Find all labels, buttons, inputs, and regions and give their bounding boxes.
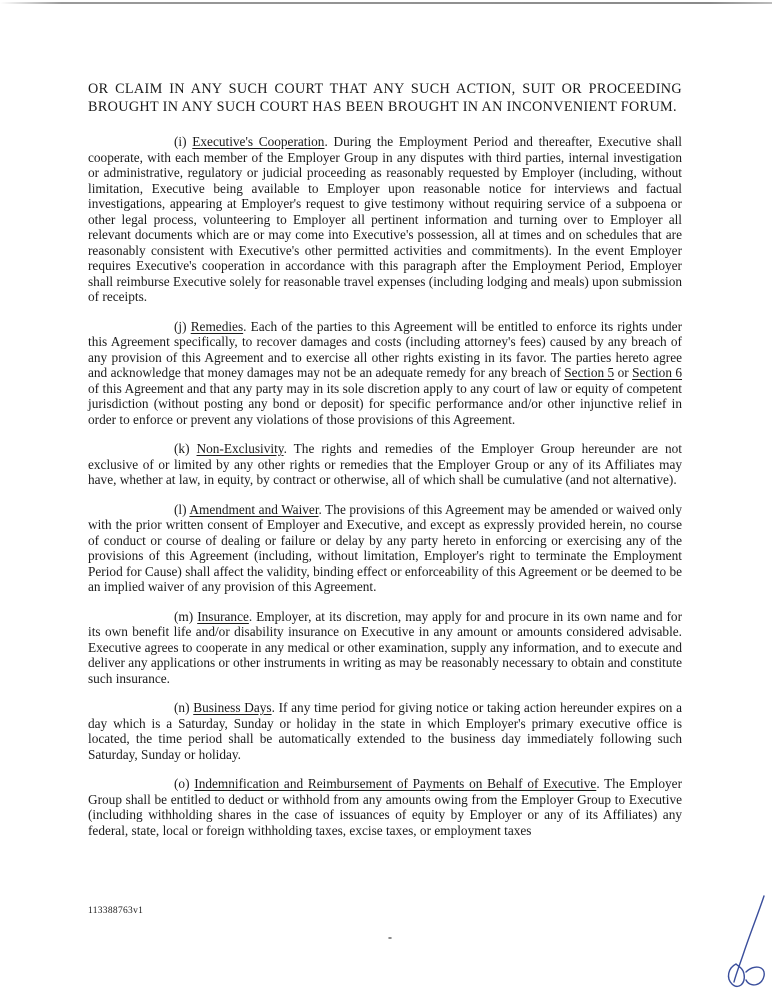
page-number-mark: - (388, 930, 392, 944)
section-body-connector: or (614, 365, 633, 380)
section-title: Amendment and Waiver (189, 501, 319, 517)
section-label: (k) (174, 441, 190, 456)
section-title: Business Days (193, 700, 272, 715)
section-title: Insurance (197, 608, 249, 624)
section-title: Executive's Cooperation (192, 134, 325, 149)
section-label: (n) (174, 700, 190, 715)
section-body: . The Employer Group shall be entitled to deduct or withhold from any amounts owing from the Employer Group to Executive (including withholding shares in the case of issuances of equity by Employer or any of its Affiliates) any federal, state, local or foreign withholding taxes, excise taxes, or employment taxes (88, 776, 682, 838)
document-id-footer: 113388763v1 (88, 906, 144, 916)
section-body: . The rights and remedies of the Employer Group hereunder are not exclusive of or limited by any other rights or remedies that the Employer Group or any of its Affiliates may have, whether at law, in equity, by contract or otherwise, all of which shall be cumulative (and not alternative). (88, 441, 682, 487)
section-m (88, 609, 682, 687)
section-body: . Employer, at its discretion, may apply for and procure in its own name and for its own benefit life and/or disability insurance on Executive in any amount or amounts considered advisable. Executive agrees to cooperate in any medical or other examination, supply any information, and to execute and deliver any applications or other instruments in writing as may be reasonably necessary to obtain and constitute such insurance. (88, 608, 682, 686)
section-label: (o) (174, 776, 190, 791)
section-label: (l) (174, 501, 187, 517)
top-paragraph: OR CLAIM IN ANY SUCH COURT THAT ANY SUCH ACTION, SUIT OR PROCEEDING BROUGHT IN ANY SUCH COURT HAS BEEN BROUGHT IN AN INCONVENIENT FORUM. (88, 81, 682, 115)
section-n (88, 700, 682, 762)
section-body: . If any time period for giving notice or taking action hereunder expires on a day which is a Saturday, Sunday or holiday in the state in which Employer's primary executive office is located, the time period shall be automatically extended to the business day immediately following such Saturday, Sunday or holiday. (88, 700, 682, 762)
section-title: Non-Exclusivity (196, 441, 284, 456)
section-label: (j) (174, 318, 187, 334)
section-k (88, 441, 682, 488)
section-body: . The provisions of this Agreement may be amended or waived only with the prior written consent of Employer and Executive, and except as expressly provided herein, no course of conduct or course of dealing or failure or delay by any party hereto in enforcing or exercising any of the provisions of this Agreement (including, without limitation, Employer's right to terminate the Employment Period for Cause) shall affect the validity, binding effect or enforceability of this Agreement or be deemed to be an implied waiver of any provision of this Agreement. (88, 501, 683, 594)
section-i (88, 134, 682, 305)
section-label: (i) (174, 134, 187, 149)
section-5-reference: Section 5 (564, 365, 615, 380)
scan-top-edge (0, 2, 772, 4)
section-6-reference: Section 6 (632, 365, 683, 380)
handwritten-initials-icon (724, 894, 770, 994)
section-title: Indemnification and Reimbursement of Payments on Behalf of Executive (194, 776, 597, 791)
document-page (88, 80, 682, 852)
section-l (88, 502, 682, 595)
section-body: . During the Employment Period and thereafter, Executive shall cooperate, with each member of the Employer Group in any disputes with third parties, internal investigation or administrative, regulatory or judicial proceeding as reasonably requested by Employer (including, without limitation, Executive being available to Employer upon reasonable notice for interviews and factual investigations, appearing at Employer's request to give testimony without requiring service of a subpoena or other legal process, volunteering to Employer all pertinent information and turning over to Employer all relevant documents which are or may come into Executive's possession, all at times and on schedules that are reasonably consistent with Executive's other permitted activities and commitments). In the event Employer requires Executive's cooperation in accordance with this paragraph after the Employment Period, Employer shall reimburse Executive solely for reasonable travel expenses (including lodging and meals) upon submission of receipts. (88, 134, 683, 304)
section-label: (m) (174, 608, 194, 624)
section-o (88, 776, 682, 838)
section-body: . Each of the parties to this Agreement will be entitled to enforce its rights under this Agreement specifically, to recover damages and costs (including attorney's fees) caused by any breach of any provision of this Agreement and to exercise all other rights existing in its favor. The parties hereto agree and acknowledge that money damages may not be an adequate remedy for any breach of (88, 318, 682, 380)
section-body: of this Agreement and that any party may in its sole discretion apply to any court of law or equity of competent jurisdiction (without posting any bond or deposit) for specific performance and/or other injunctive relief in order to enforce or prevent any violations of those provisions of this Agreement. (88, 380, 682, 427)
section-j (88, 319, 682, 428)
section-title: Remedies (190, 318, 244, 334)
